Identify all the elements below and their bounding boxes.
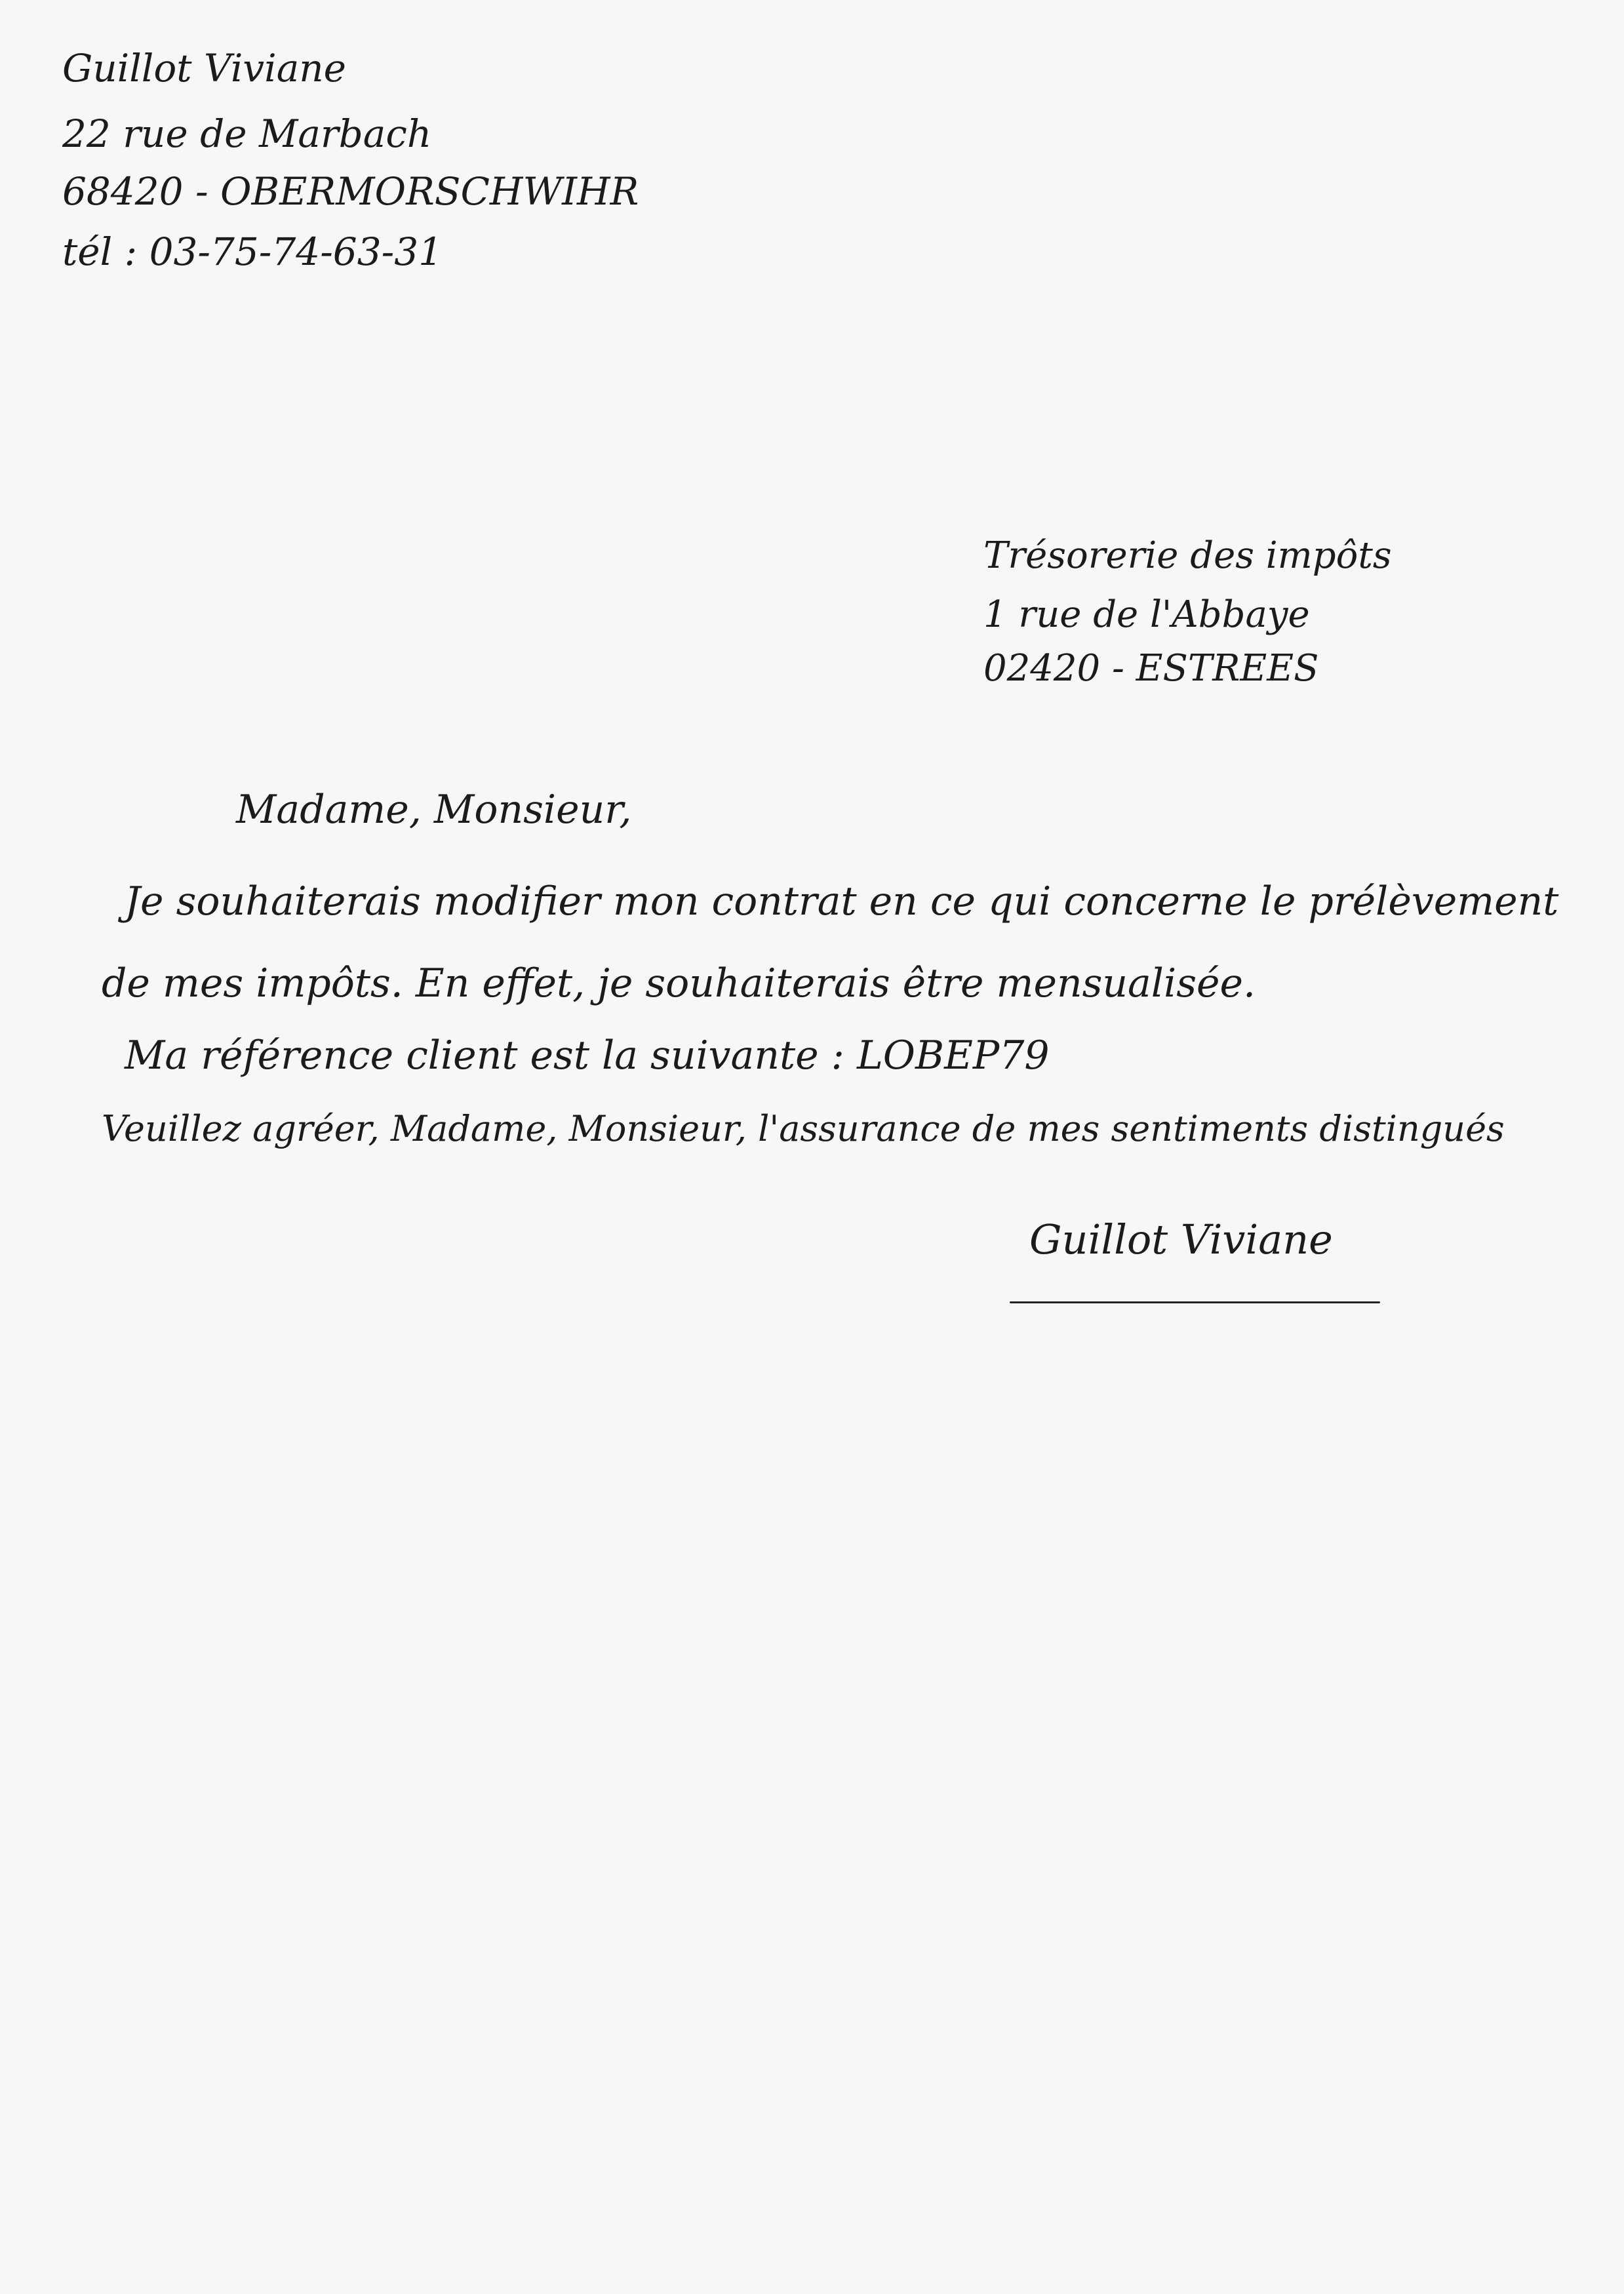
sender-name: Guillot Viviane (62, 46, 346, 90)
signature: Guillot Viviane (1029, 1216, 1333, 1263)
signature-underline (1010, 1301, 1380, 1303)
recipient-name: Trésorerie des impôts (983, 534, 1392, 577)
salutation: Madame, Monsieur, (236, 787, 632, 833)
closing-line: Veuillez agréer, Madame, Monsieur, l'assurance de mes sentiments distingués (102, 1108, 1505, 1149)
recipient-street: 1 rue de l'Abbaye (983, 593, 1310, 636)
sender-street: 22 rue de Marbach (62, 111, 432, 156)
recipient-city: 02420 - ESTREES (983, 647, 1319, 690)
sender-city: 68420 - OBERMORSCHWIHR (62, 169, 639, 214)
body-line-3: Ma référence client est la suivante : LOBEP79 (125, 1033, 1050, 1078)
sender-phone: tél : 03-75-74-63-31 (62, 229, 443, 274)
body-line-2: de mes impôts. En effet, je souhaiterais être mensualisée. (102, 960, 1256, 1006)
body-line-1: Je souhaiterais modifier mon contrat en ce qui concerne le prélèvement (125, 879, 1559, 924)
